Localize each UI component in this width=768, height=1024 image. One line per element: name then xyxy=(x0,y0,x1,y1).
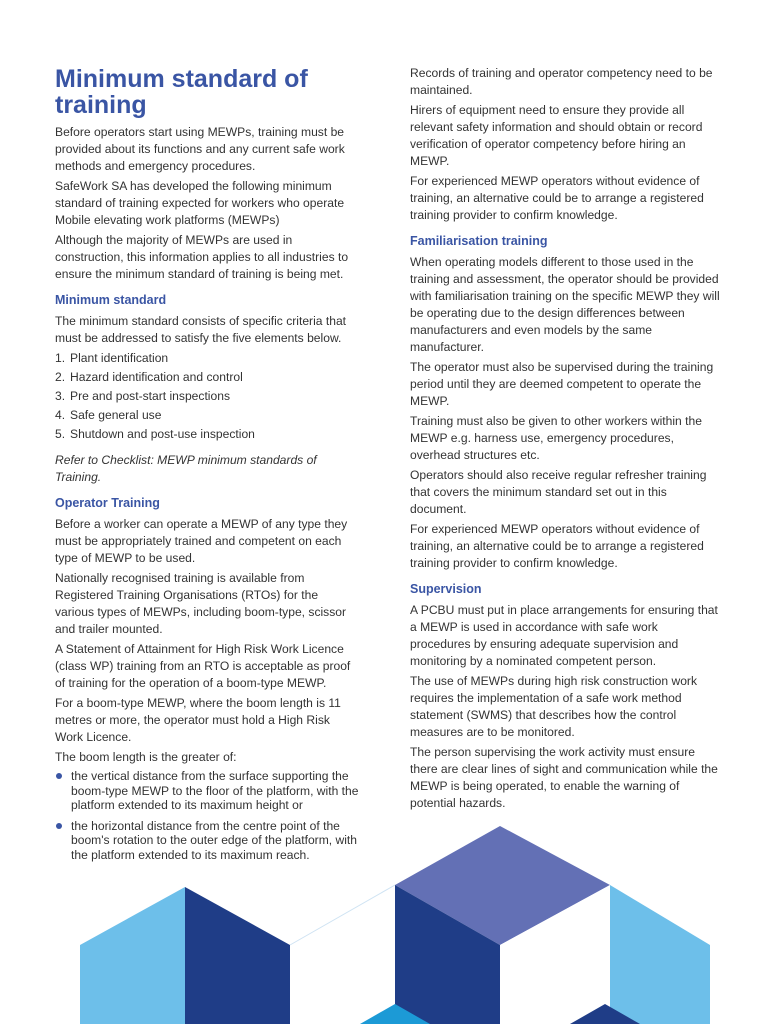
list-number: 2. xyxy=(55,370,66,384)
hirers-paragraph: Hirers of equipment need to ensure they provide all relevant safety information and should obtain or record verification of operator competency before hiring an MEWP. xyxy=(410,103,703,168)
bullet-item: the horizontal distance from the centre point of the boom's rotation to the outer edge of the platform, with the platform extended to its maximum reach. xyxy=(55,819,360,863)
list-number: 4. xyxy=(55,408,66,422)
list-item-text: Safe general use xyxy=(70,408,162,422)
familiarisation-paragraph: For experienced MEWP operators without evidence of training, an alternative could be to arrange a registered training provider to confirm knowledge. xyxy=(410,522,704,570)
list-item-text: Hazard identification and control xyxy=(70,370,243,384)
supervision-paragraph: The person supervising the work activity must ensure there are clear lines of sight and communication while the MEWP is being operated, to enable the warning of potential hazards. xyxy=(410,745,718,810)
familiarisation-paragraph: Operators should also receive regular refresher training that covers the minimum standard set out in this document. xyxy=(410,468,707,516)
list-number: 3. xyxy=(55,389,66,403)
operator-training-paragraph: A Statement of Attainment for High Risk Work Licence (class WP) training from an RTO is acceptable as proof of training for the operation of a boom-type MEWP. xyxy=(55,642,351,690)
records-paragraph: Records of training and operator competency need to be maintained. xyxy=(410,66,713,97)
experienced-operators-paragraph: For experienced MEWP operators without evidence of training, an alternative could be to arrange a registered training provider to confirm knowledge. xyxy=(410,174,704,222)
list-item-text: Pre and post-start inspections xyxy=(70,389,230,403)
familiarisation-paragraph: Training must also be given to other workers within the MEWP e.g. harness use, emergency procedures, overhead structures etc. xyxy=(410,414,702,462)
operator-training-paragraph: Nationally recognised training is available from Registered Training Organisations (RTOs) for the various types of MEWPs, including boom-type, scissor and trailer mounted. xyxy=(55,571,347,636)
minimum-standard-text: The minimum standard consists of specific criteria that must be addressed to satisfy the five elements below. xyxy=(55,314,347,345)
familiarisation-paragraph: The operator must also be supervised during the training period until they are deemed competent to operate the MEWP. xyxy=(410,360,714,408)
list-number: 5. xyxy=(55,427,66,441)
operator-training-paragraph: The boom length is the greater of: xyxy=(55,750,237,764)
intro-paragraph: Before operators start using MEWPs, training must be provided about its functions and any current safe work methods and emergency procedures. xyxy=(55,125,345,173)
bullet-item: the vertical distance from the surface supporting the boom-type MEWP to the floor of the platform, with the platform extended to its maximum height or xyxy=(55,769,360,813)
list-number: 1. xyxy=(55,351,66,365)
light-blue-cube-face xyxy=(610,885,710,1024)
supervision-heading: Supervision xyxy=(410,582,482,596)
thin-line-decoration xyxy=(290,885,395,945)
familiarisation-paragraph: When operating models different to those used in the training and assessment, the operator should be provided with familiarisation training on the specific MEWP they will be operating due to the design differences between manufacturers and even models by the same manufacturer. xyxy=(410,255,720,354)
page-title: Minimum standard of training xyxy=(55,65,308,119)
navy-cube-face xyxy=(185,887,290,1024)
checklist-reference: Refer to Checklist: MEWP minimum standards of Training. xyxy=(55,453,317,484)
light-blue-cube-face xyxy=(80,887,185,1024)
minimum-standard-heading: Minimum standard xyxy=(55,293,167,307)
intro-paragraph: Although the majority of MEWPs are used in construction, this information applies to all industries to ensure the minimum standard of training is being met. xyxy=(55,233,349,281)
list-item-text: Shutdown and post-use inspection xyxy=(70,427,255,441)
supervision-paragraph: The use of MEWPs during high risk construction work requires the implementation of a safe work method statement (SWMS) that describes how the control measures are to be monitored. xyxy=(410,674,698,739)
supervision-paragraph: A PCBU must put in place arrangements for ensuring that a MEWP is used in accordance with safe work procedures by ensuring adequate supervision and monitoring by a nominated competent person. xyxy=(410,603,718,668)
operator-training-paragraph: For a boom-type MEWP, where the boom length is 11 metres or more, the operator must hold a High Risk Work Licence. xyxy=(55,696,341,744)
operator-training-heading: Operator Training xyxy=(55,496,160,510)
familiarisation-heading: Familiarisation training xyxy=(410,234,548,248)
operator-training-paragraph: Before a worker can operate a MEWP of any type they must be appropriately trained and competent on each type of MEWP to be used. xyxy=(55,517,348,565)
intro-paragraph: SafeWork SA has developed the following minimum standard of training expected for workers who operate Mobile elevating work platforms (MEWPs) xyxy=(55,179,345,227)
list-item-text: Plant identification xyxy=(70,351,169,365)
